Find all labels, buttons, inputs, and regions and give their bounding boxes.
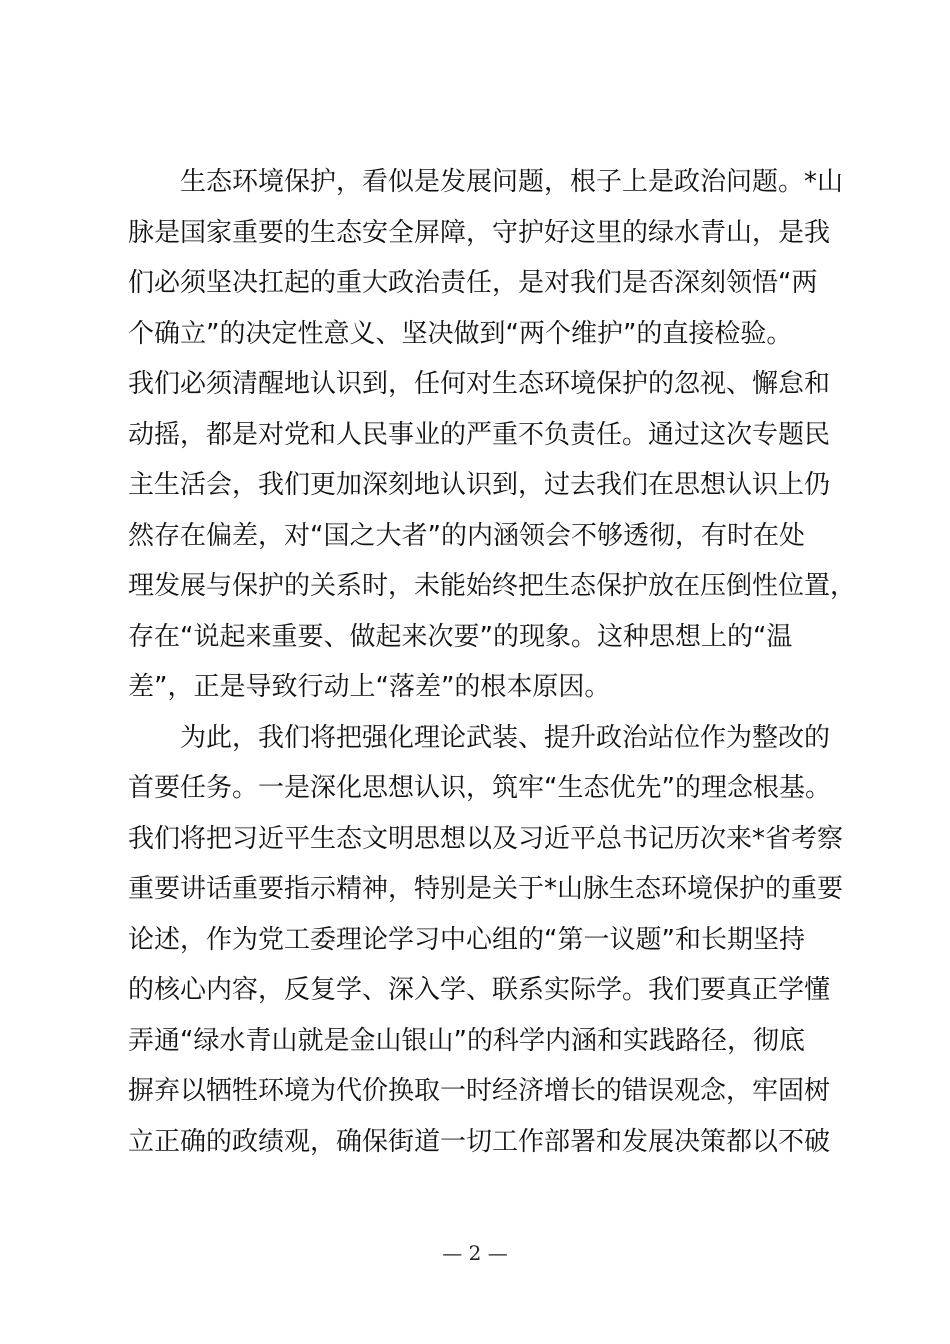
text-line: 论述，作为党工委理论学习中心组的“第一议题”和长期坚持 — [128, 924, 805, 955]
text-line: 存在“说起来重要、做起来次要”的现象。这种思想上的“温 — [128, 621, 793, 652]
page-number: — 2 — — [442, 1241, 508, 1265]
body-text — [128, 157, 857, 1167]
text-line: 立正确的政绩观，确保街道一切工作部署和发展决策都以不破 — [128, 1126, 831, 1157]
text-line: 们必须坚决扛起的重大政治责任，是对我们是否深刻领悟“两 — [128, 268, 818, 298]
text-line: 理发展与保护的关系时，未能始终把生态保护放在压倒性位置， — [128, 571, 857, 601]
paragraph-2 — [128, 713, 844, 1168]
text-line: 的核心内容，反复学、深入学、联系实际学。我们要真正学懂 — [128, 975, 831, 1005]
text-line: 重要讲话重要指示精神，特别是关于*山脉生态环境保护的重要 — [128, 874, 844, 904]
text-line: 我们必须清醒地认识到，任何对生态环境保护的忽视、懈怠和 — [128, 369, 831, 399]
text-line: 主生活会，我们更加深刻地认识到，过去我们在思想认识上仍 — [128, 470, 831, 500]
text-line: 首要任务。一是深化思想认识，筑牢“生态优先”的理念根基。 — [128, 773, 831, 803]
text-line: 弄通“绿水青山就是金山银山”的科学内涵和实践路径，彻底 — [128, 1025, 805, 1056]
text-line: 为此，我们将把强化理论武装、提升政治站位作为整改的 — [180, 722, 831, 753]
text-line: 差”，正是导致行动上“落差”的根本原因。 — [128, 672, 611, 702]
text-line: 动摇，都是对党和人民事业的严重不负责任。通过这次专题民 — [128, 419, 831, 450]
text-line: 脉是国家重要的生态安全屏障，守护好这里的绿水青山，是我 — [128, 217, 831, 248]
text-line: 摒弃以牺牲环境为代价换取一时经济增长的错误观念，牢固树 — [128, 1076, 831, 1106]
text-line: 生态环境保护，看似是发展问题，根子上是政治问题。*山 — [180, 167, 844, 197]
text-line: 个确立”的决定性意义、坚决做到“两个维护”的直接检验。 — [128, 318, 793, 349]
paragraph-1 — [128, 157, 857, 713]
text-line: 然存在偏差，对“国之大者”的内涵领会不够透彻，有时在处 — [128, 520, 805, 551]
text-line: 我们将把习近平生态文明思想以及习近平总书记历次来*省考察 — [128, 823, 844, 854]
